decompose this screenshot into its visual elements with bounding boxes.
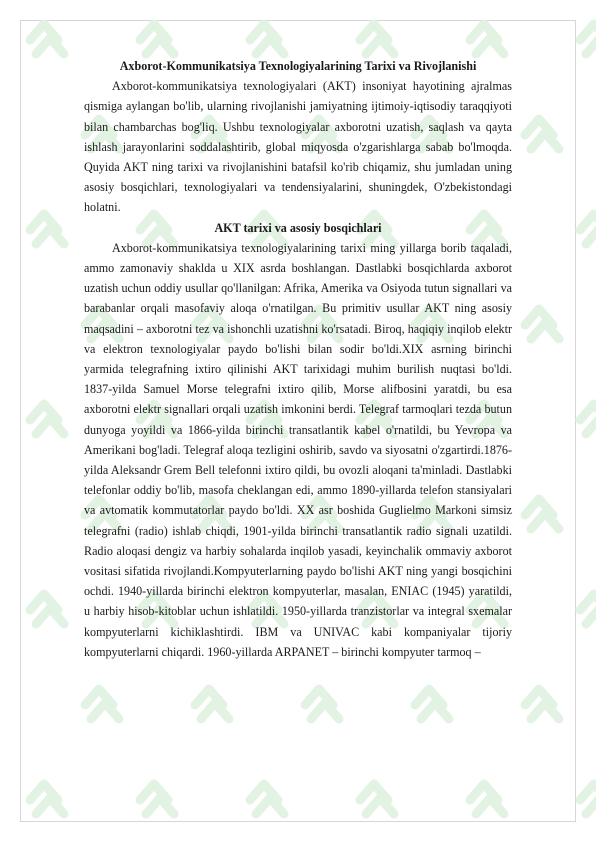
watermark-chevron <box>580 784 596 814</box>
watermark-chevron <box>580 594 596 624</box>
watermark-chevron <box>195 689 229 719</box>
document-title: Axborot-Kommunikatsiya Texnologiyalarining Tarixi va Rivojlanishi <box>119 59 477 73</box>
watermark-chevron <box>360 784 394 814</box>
watermark-chevron <box>360 24 394 54</box>
watermark-chevron <box>30 784 64 814</box>
watermark-chevron <box>470 24 504 54</box>
watermark-chevron <box>250 24 284 54</box>
watermark-chevron <box>580 214 596 244</box>
watermark-chevron <box>140 784 174 814</box>
watermark-chevron <box>525 309 559 339</box>
section-heading: AKT tarixi va asosiy bosqichlari <box>214 220 382 235</box>
watermark-chevron <box>250 784 284 814</box>
watermark-chevron <box>305 689 339 719</box>
watermark-chevron <box>30 404 64 434</box>
watermark-chevron <box>415 689 449 719</box>
watermark-chevron <box>525 499 559 529</box>
watermark-chevron <box>470 784 504 814</box>
watermark-chevron <box>140 24 174 54</box>
watermark-chevron <box>580 404 596 434</box>
watermark-chevron <box>85 689 119 719</box>
document-body <box>84 56 512 662</box>
watermark-chevron <box>525 689 559 719</box>
watermark-chevron <box>30 24 64 54</box>
watermark-chevron <box>30 594 64 624</box>
section-paragraph: Axborot-kommunikatsiya texnologiyalarining tarixi ming yillarga borib taqaladi, ammo zamonaviy shaklda u XIX asrda boshlangan. Dastlabki bosqichlarda axborot uzatish uchun oddiy usullar qo'llanilgan: Afrika, Amerika va Osiyoda tutun signallari va barabanlar orqali masofaviy aloqa o'rnatilgan. Bu primitiv usullar AKT ning asosiy maqsadini – axborotni tez va ishonchli uzatishni ko'rsatadi. Biroq, haqiqiy inqilob elektr va elektron texnologiyalar paydo bo'lishi bilan sodir bo'ldi.XIX asrning birinchi yarmida telegrafning ixtiro qilinishi AKT tarixidagi muhim burilish nuqtasi bo'ldi. 1837-yilda Samuel Morse telegrafni ixtiro qilib, Morse alifbosini yaratdi, bu esa axborotni elektr signallari orqali uzatish imkonini berdi. Telegraf tarmoqlari tezda butun dunyoga yoyildi va 1866-yilda birinchi transatlantik kabel o'rnatildi, bu Yevropa va Amerikani bog'ladi. Telegraf aloqa tezligini oshirib, savdo va siyosatni o'zgartirdi.1876-yilda Aleksandr Grem Bell telefonni ixtiro qildi, bu ovozli aloqani ta'minladi. Dastlabki telefonlar oddiy bo'lib, masofa cheklangan edi, ammo 1890-yillarda telefon stansiyalari va avtomatik kommutatorlar paydo bo'ldi. XX asr boshida Guglielmo Markoni simsiz telegrafni (radio) ishlab chiqdi, 1901-yilda birinchi transatlantik radio signali uzatildi. Radio aloqasi dengiz va harbiy sohalarda inqilob yasadi, keyinchalik ommaviy axborot vositasi sifatida rivojlandi.Kompyuterlarning paydo bo'lishi AKT ning yangi bosqichini ochdi. 1940-yillarda birinchi elektron kompyuterlar, masalan, ENIAC (1945) yaratildi, u harbiy hisob-kitoblar uchun ishlatildi. 1950-yillarda tranzistorlar va integral sxemalar kompyuterlarni kichiklashtirdi. IBM va UNIVAC kabi kompaniyalar tijoriy kompyuterlarni chiqardi. 1960-yillarda ARPANET – birinchi kompyuter tarmoq – <box>84 240 512 659</box>
watermark-chevron <box>30 214 64 244</box>
watermark-chevron <box>580 24 596 54</box>
intro-paragraph: Axborot-kommunikatsiya texnologiyalari (AKT) insoniyat hayotining ajralmas qismiga aylangan bo'lib, ularning rivojlanishi jamiyatning ijtimoiy-iqtisodiy taraqqiyoti bilan chambarchas bog'liq. Ushbu texnologiyalar axborotni uzatish, saqlash va qayta ishlash jarayonlarini soddalashtirib, global miqyosda o'zgarishlarga sabab bo'lmoqda. Quyida AKT ning tarixi va rivojlanishini batafsil ko'rib chiqamiz, shu jumladan uning asosiy bosqichlari, texnologiyalari va tendensiyalarini, shuningdek, O'zbekistondagi holatni. <box>84 79 512 215</box>
watermark-chevron <box>525 119 559 149</box>
